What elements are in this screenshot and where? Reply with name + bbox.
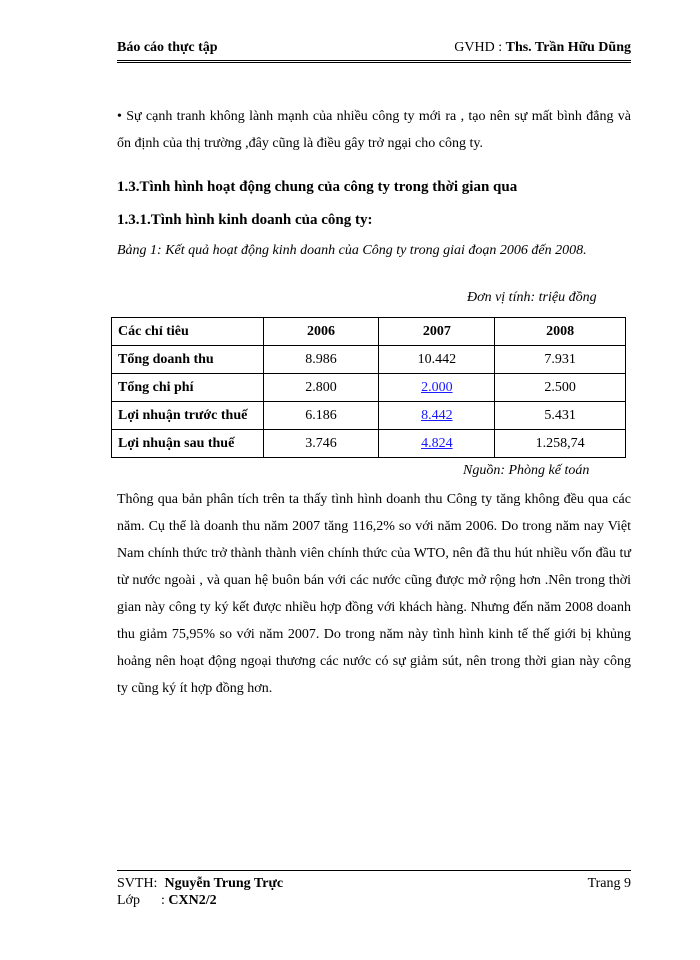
analysis-paragraph: Thông qua bản phân tích trên ta thấy tình hình doanh thu Công ty tăng không đều qua các năm. Cụ thể là doanh thu năm 2007 tăng 116,2% so với năm 2006. Do trong năm nay Việt Nam chính thức trở thành thành viên chính thức của WTO, nên đã thu hút nhiều vốn đầu tư từ nước ngoài , và quan hệ buôn bán với các nước cũng được mở rộng hơn .Nên trong thời gian này công ty ký kết được nhiều hợp đồng với khách hàng. Nhưng đến năm 2008 doanh thu giảm 75,95% so với năm 2007. Do trong năm này tình hình kinh tế thế giới bị khủng hoảng nên hoạt động ngoại thương các nước có sự giảm sút, nên trong thời gian này công ty cũng ký ít hợp đồng hơn. [117, 492, 631, 696]
unit-note: Đơn vị tính: triệu đồng [467, 290, 597, 305]
table-cell: 7.931 [495, 346, 626, 374]
supervisor [454, 40, 631, 56]
table-cell: 1.258,74 [495, 430, 626, 458]
class-line [117, 893, 217, 909]
row-label: Tổng doanh thu [112, 346, 264, 374]
student-label: SVTH: [117, 876, 158, 891]
linked-cell[interactable]: 4.824 [379, 430, 495, 458]
table-cell: 10.442 [379, 346, 495, 374]
table-row [112, 374, 626, 402]
student-name: Nguyễn Trung Trực [164, 876, 284, 891]
supervisor-label: GVHD : [454, 40, 506, 55]
table-row [112, 402, 626, 430]
table-row [112, 430, 626, 458]
table-cell: 2.500 [495, 374, 626, 402]
header-cell: 2007 [379, 318, 495, 346]
linked-cell[interactable]: 2.000 [379, 374, 495, 402]
table-cell: 6.186 [263, 402, 379, 430]
page-header [117, 38, 631, 63]
class-separator: : [160, 893, 169, 908]
table-caption: Bảng 1: Kết quả hoạt động kinh doanh của Công ty trong giai đoạn 2006 đến 2008. [117, 243, 587, 258]
table-cell: 2.800 [263, 374, 379, 402]
student-line [117, 876, 283, 892]
section-heading-1-3: 1.3.Tình hình hoạt động chung của công ty trong thời gian qua [117, 179, 518, 195]
class-label: Lớp [117, 893, 140, 908]
linked-cell[interactable]: 8.442 [379, 402, 495, 430]
header-cell: 2008 [495, 318, 626, 346]
report-title: Báo cáo thực tập [117, 40, 218, 55]
header-cell: Các chỉ tiêu [112, 318, 264, 346]
business-results-table [111, 317, 626, 458]
row-label: Lợi nhuận sau thuế [112, 430, 264, 458]
table-header-row [112, 318, 626, 346]
row-label: Lợi nhuận trước thuế [112, 402, 264, 430]
table-row [112, 346, 626, 374]
page-footer [117, 870, 631, 908]
page-number: Trang 9 [587, 876, 631, 891]
bullet-paragraph: • Sự cạnh tranh không lành mạnh của nhiều công ty mới ra , tạo nên sự mất bình đẳng và ổn định của thị trường ,đây cũng là điều gây trở ngại cho công ty. [117, 109, 631, 151]
row-label: Tổng chi phí [112, 374, 264, 402]
header-cell: 2006 [263, 318, 379, 346]
class-value: CXN2/2 [168, 893, 217, 908]
section-heading-1-3-1: 1.3.1.Tình hình kinh doanh của công ty: [117, 212, 373, 228]
table-cell: 8.986 [263, 346, 379, 374]
table-cell: 3.746 [263, 430, 379, 458]
supervisor-name: Ths. Trần Hữu Dũng [505, 40, 631, 55]
source-note: Nguồn: Phòng kế toán [463, 463, 590, 478]
table-cell: 5.431 [495, 402, 626, 430]
